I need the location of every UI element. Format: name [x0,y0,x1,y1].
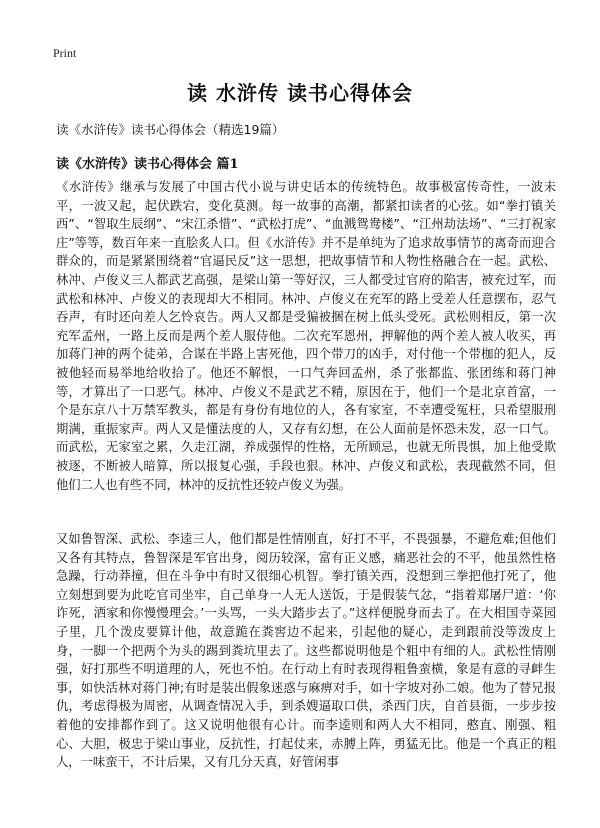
section-heading: 读《水浒传》读书心得体会 篇1 [56,157,239,172]
body-paragraph-2: 又如鲁智深、武松、李逵三人，他们都是性情刚直，好打不平，不畏强暴，不避危难;但他们又各有其特点，鲁智深是军官出身，阅历较深，富有正义感，痛恶社会的不平，他虽然性格急躁，行动莽撞，但在斗争中有时又很细心机智。拳打镇关西，没想到三拳把他打死了，他立刻想到要为此吃官司坐牢，自己单身一人无人送饭，于是假装气忿，“指着郑屠尸道：‘你诈死，洒家和你慢慢理会。’一头骂，一头大踏步去了。”这样便脱身而去了。在大相国寺菜园子里，几个泼皮要算计他，故意跪在粪窖边不起来，引起他的疑心，走到跟前没等泼皮上身，一脚一个把两个为头的踢到粪坑里去了。这些都说明他是个粗中有细的人。武松性情刚强，好打那些不明道理的人，死也不怕。在行动上有时表现得粗鲁蛮横，象是有意的寻衅生事，如快活林对蒋门神;有时是装出假象迷惑与麻痹对手，如十字坡对孙二娘。他为了替兄报仇，考虑得极为周密，从调查情况入手，到杀嫂逼取口供，杀西门庆，自首县衙，一步步按着他的安排都作到了。这又说明他很有心计。而李逵则和两人大不相同，憨直、刚强、粗心、大胆，极忠于梁山事业，反抗性，打起仗来，赤膊上阵，勇猛无比。他是一个真正的粗人，一味蛮干，不计后果，又有几分天真，好管闲事 [56,532,556,770]
print-link[interactable]: Print [53,46,77,60]
document-title: 读 水浒传 读书心得体会 [187,81,413,105]
body-paragraph-1: 《水浒传》继承与发展了中国古代小说与讲史话本的传统特色。故事极富传奇性，一波未平，一波又起，起伏跌宕，变化莫测。每一故事的高潮，都紧扣读者的心弦。如“拳打镇关西”、“智取生辰纲”、“宋江杀惜”、“武松打虎”、“血溅鸳鸯楼”、“江州劫法场”、“三打祝家庄”等等，数百年来一直脍炙人口。但《水浒传》并不是单纯为了追求故事情节的离奇而迎合群众的，而是紧紧围绕着“官逼民反”这一思想，把故事情节和人物性格融合在一起。武松、林冲、卢俊义三人都武艺高强，是梁山第一等好汉，三人都受过官府的陷害，被充过军，而武松和林冲、卢俊义的表现却大不相同。林冲、卢俊义在充军的路上受差人任意摆布，忍气吞声，有时还向差人乞怜哀告。两人又都是受猵被捆在树上低头受死。武松则相反，第一次充军孟州，一路上反而是两个差人服侍他。二次充军恩州，押解他的两个差人被人收买，再加蒋门神的两个徒弟，合谋在半路上害死他，四个带刀的凶手，对付他一个带枷的犯人，反被他轻而易举地给收拾了。他还不解恨，一口气奔回孟州，杀了张都监、张团练和蒋门神等，才算出了一口恶气。林冲、卢俊义不是武艺不精，原因在于，他们一个是北京首富，一个是东京八十万禁军教头，都是有身份有地位的人，各有家室，不幸遭受冤枉，只希望服刑期满，重振家声。两人又是懂法度的人，又存有幻想，在公人面前是怀恐未发，忍一口气。而武松，无家室之累，久走江湖，养成强悍的性格，无所顾忌，也就无所畏惧，加上他受欺被逐，不断被人暗算，所以报复心强，手段也狠。林冲、卢俊义和武松，表现截然不同，但他们二人也有些不同，林冲的反抗性还较卢俊义为强。 [56,180,556,492]
document-subtitle: 读《水浒传》读书心得体会（精选19篇） [56,122,285,137]
